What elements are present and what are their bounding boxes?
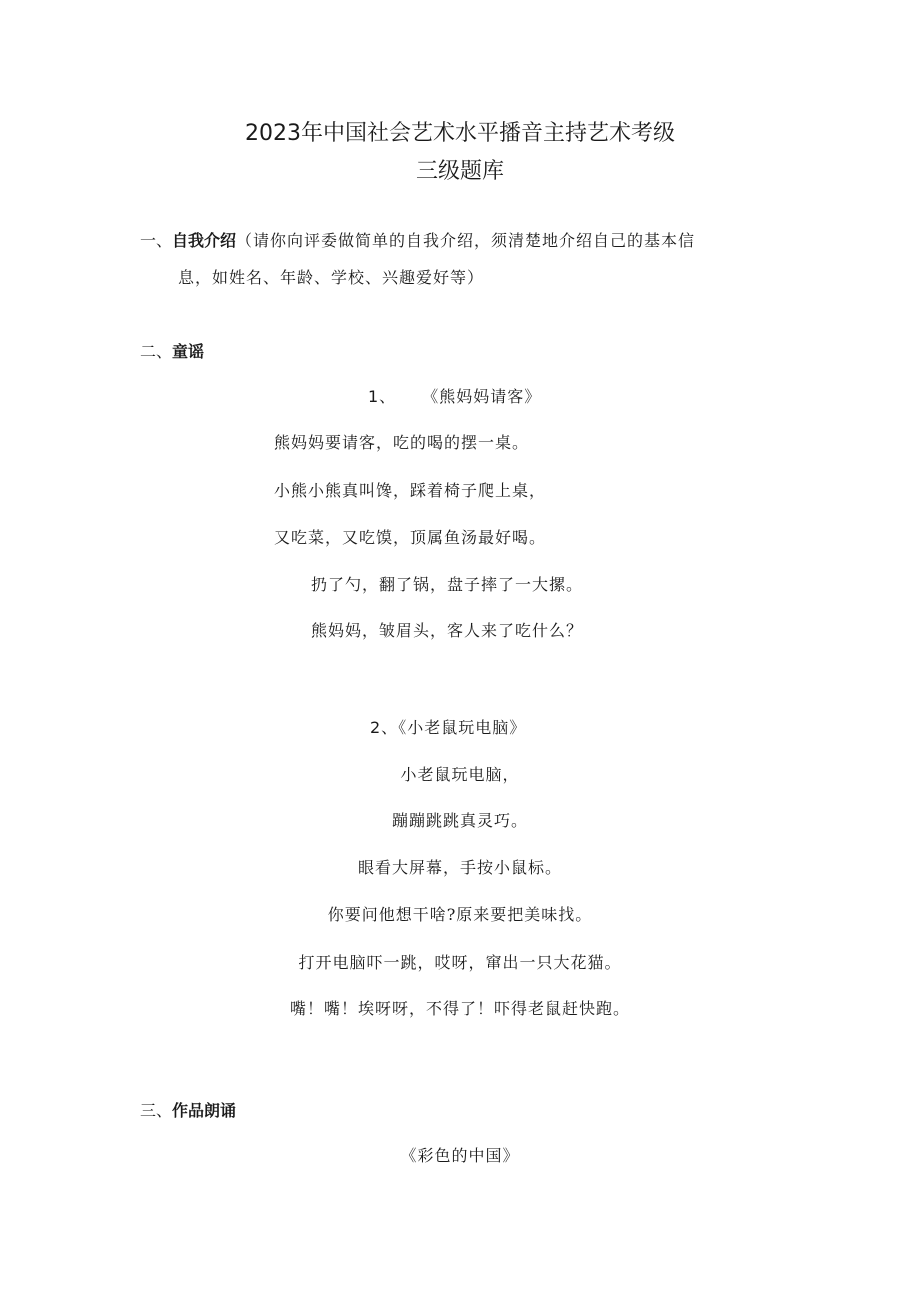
work-title: 《彩色的中国》	[400, 1146, 520, 1165]
page-title: 2023年中国社会艺术水平播音主持艺术考级	[245, 121, 675, 146]
section-1-title: 自我介绍	[172, 231, 237, 250]
poem-2-line-3: 眼看大屏幕，手按小鼠标。	[357, 858, 562, 877]
poem-2-line-2: 蹦蹦跳跳真灵巧。	[391, 811, 528, 830]
poem-1-name: 《熊妈妈请客》	[430, 387, 542, 406]
poem-2-line-4: 你要问他想干啥?原来要把美味找。	[327, 905, 593, 924]
poem-2-name: 《小老鼠玩电脑》	[398, 718, 527, 737]
poem-1-line-1: 熊妈妈要请客，吃的喝的摆一桌。	[274, 433, 530, 452]
section-3-prefix: 三、	[140, 1101, 173, 1120]
section-2-prefix: 二、	[140, 342, 173, 361]
section-3-title: 作品朗诵	[172, 1101, 237, 1120]
page-subtitle: 三级题库	[415, 159, 504, 184]
section-3-heading	[140, 1098, 236, 1121]
poem-2-line-6: 嘴！嘴！埃呀呀，不得了！吓得老鼠赶快跑。	[289, 999, 630, 1018]
poem-2-title	[370, 715, 526, 738]
poem-1-line-3: 又吃菜，又吃馍，顶属鱼汤最好喝。	[274, 528, 547, 547]
poem-1-line-2: 小熊小熊真叫馋，踩着椅子爬上桌，	[274, 481, 547, 500]
poem-1-line-4: 扔了勺，翻了锅，盘子摔了一大摞。	[311, 575, 584, 594]
poem-2-line-5: 打开电脑吓一跳，哎呀，窜出一只大花猫。	[298, 953, 622, 972]
section-1-desc-line2: 息，如姓名、年龄、学校、兴趣爱好等）	[178, 268, 485, 287]
section-1-desc-line1: （请你向评委做简单的自我介绍，须清楚地介绍自己的基本信	[236, 231, 696, 250]
section-1-heading	[140, 228, 695, 251]
poem-2-line-1: 小老鼠玩电脑，	[400, 765, 520, 784]
poem-1-number: 1、	[368, 387, 397, 406]
poem-2-number: 2、	[370, 718, 399, 737]
section-2-title: 童谣	[172, 342, 205, 361]
section-2-heading	[140, 339, 204, 362]
poem-1-title	[368, 384, 541, 407]
section-1-prefix: 一、	[140, 231, 173, 250]
poem-1-line-5: 熊妈妈，皱眉头，客人来了吃什么？	[311, 621, 584, 640]
